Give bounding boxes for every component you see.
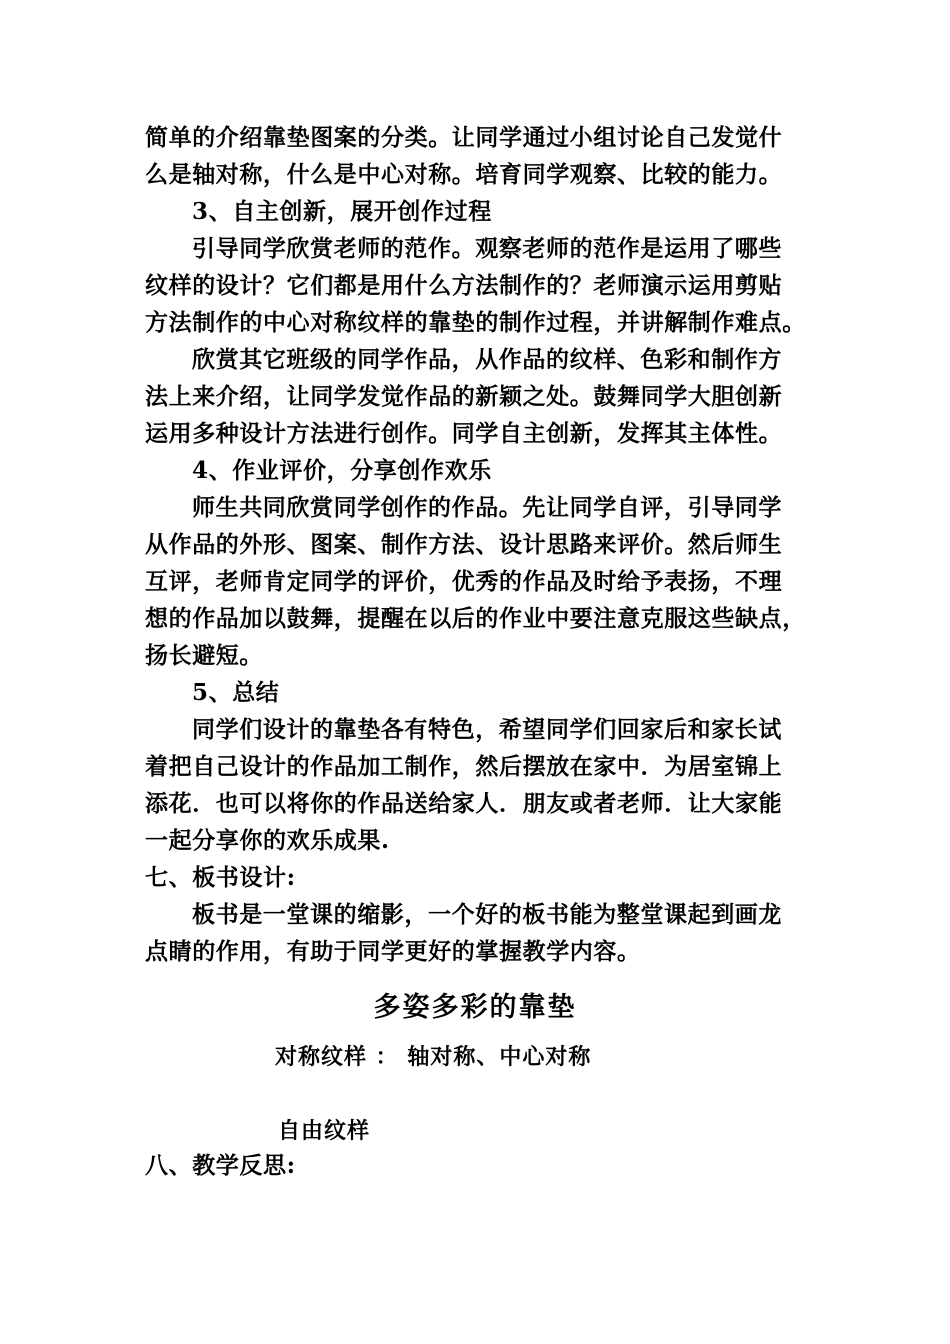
- section-heading: 八、教学反思:: [145, 1152, 296, 1179]
- paragraph-line: 从作品的外形、图案、制作方法、设计思路来评价。然后师生: [145, 531, 783, 558]
- paragraph-line: 扬长避短。: [145, 642, 263, 669]
- paragraph-line: 同学们设计的靠垫各有特色，希望同学们回家后和家长试: [192, 716, 782, 743]
- paragraph-line: 师生共同欣赏同学创作的作品。先让同学自评，引导同学: [192, 494, 782, 521]
- section-heading: 4、作业评价，分享创作欢乐: [192, 457, 492, 484]
- board-free-pattern: 自由纹样: [278, 1118, 371, 1144]
- paragraph-line: 板书是一堂课的缩影，一个好的板书能为整堂课起到画龙: [192, 901, 782, 928]
- paragraph-line: 着把自己设计的作品加工制作，然后摆放在家中．为居室锦上: [145, 753, 783, 780]
- paragraph-line: 方法制作的中心对称纹样的靠垫的制作过程，并讲解制作难点。: [145, 309, 806, 336]
- board-title: 多姿多彩的靠垫: [373, 992, 577, 1023]
- paragraph-line: 添花．也可以将你的作品送给家人．朋友或者老师．让大家能: [145, 790, 783, 817]
- section-heading: 5、总结: [192, 679, 280, 706]
- section-heading: 3、自主创新，展开创作过程: [192, 198, 492, 225]
- paragraph-line: 法上来介绍，让同学发觉作品的新颖之处。鼓舞同学大胆创新: [145, 383, 783, 410]
- paragraph-line: 纹样的设计？它们都是用什么方法制作的？老师演示运用剪贴: [145, 272, 783, 299]
- paragraph-line: 引导同学欣赏老师的范作。观察老师的范作是运用了哪些: [192, 235, 782, 262]
- paragraph-line: 想的作品加以鼓舞，提醒在以后的作业中要注意克服这些缺点，: [145, 605, 806, 632]
- section-heading: 七、板书设计:: [145, 864, 296, 891]
- paragraph-line: 点睛的作用，有助于同学更好的掌握教学内容。: [145, 938, 641, 965]
- paragraph-line: 欣赏其它班级的同学作品，从作品的纹样、色彩和制作方: [192, 346, 782, 373]
- board-symmetric-pattern: 对称纹样 ： 轴对称、中心对称: [275, 1044, 592, 1070]
- paragraph-line: 么是轴对称，什么是中心对称。培育同学观察、比较的能力。: [145, 161, 783, 188]
- paragraph-line: 一起分享你的欢乐成果.: [145, 827, 390, 854]
- paragraph-line: 互评，老师肯定同学的评价，优秀的作品及时给予表扬，不理: [145, 568, 783, 595]
- paragraph-line: 运用多种设计方法进行创作。同学自主创新，发挥其主体性。: [145, 420, 783, 447]
- paragraph-line: 简单的介绍靠垫图案的分类。让同学通过小组讨论自己发觉什: [145, 124, 783, 151]
